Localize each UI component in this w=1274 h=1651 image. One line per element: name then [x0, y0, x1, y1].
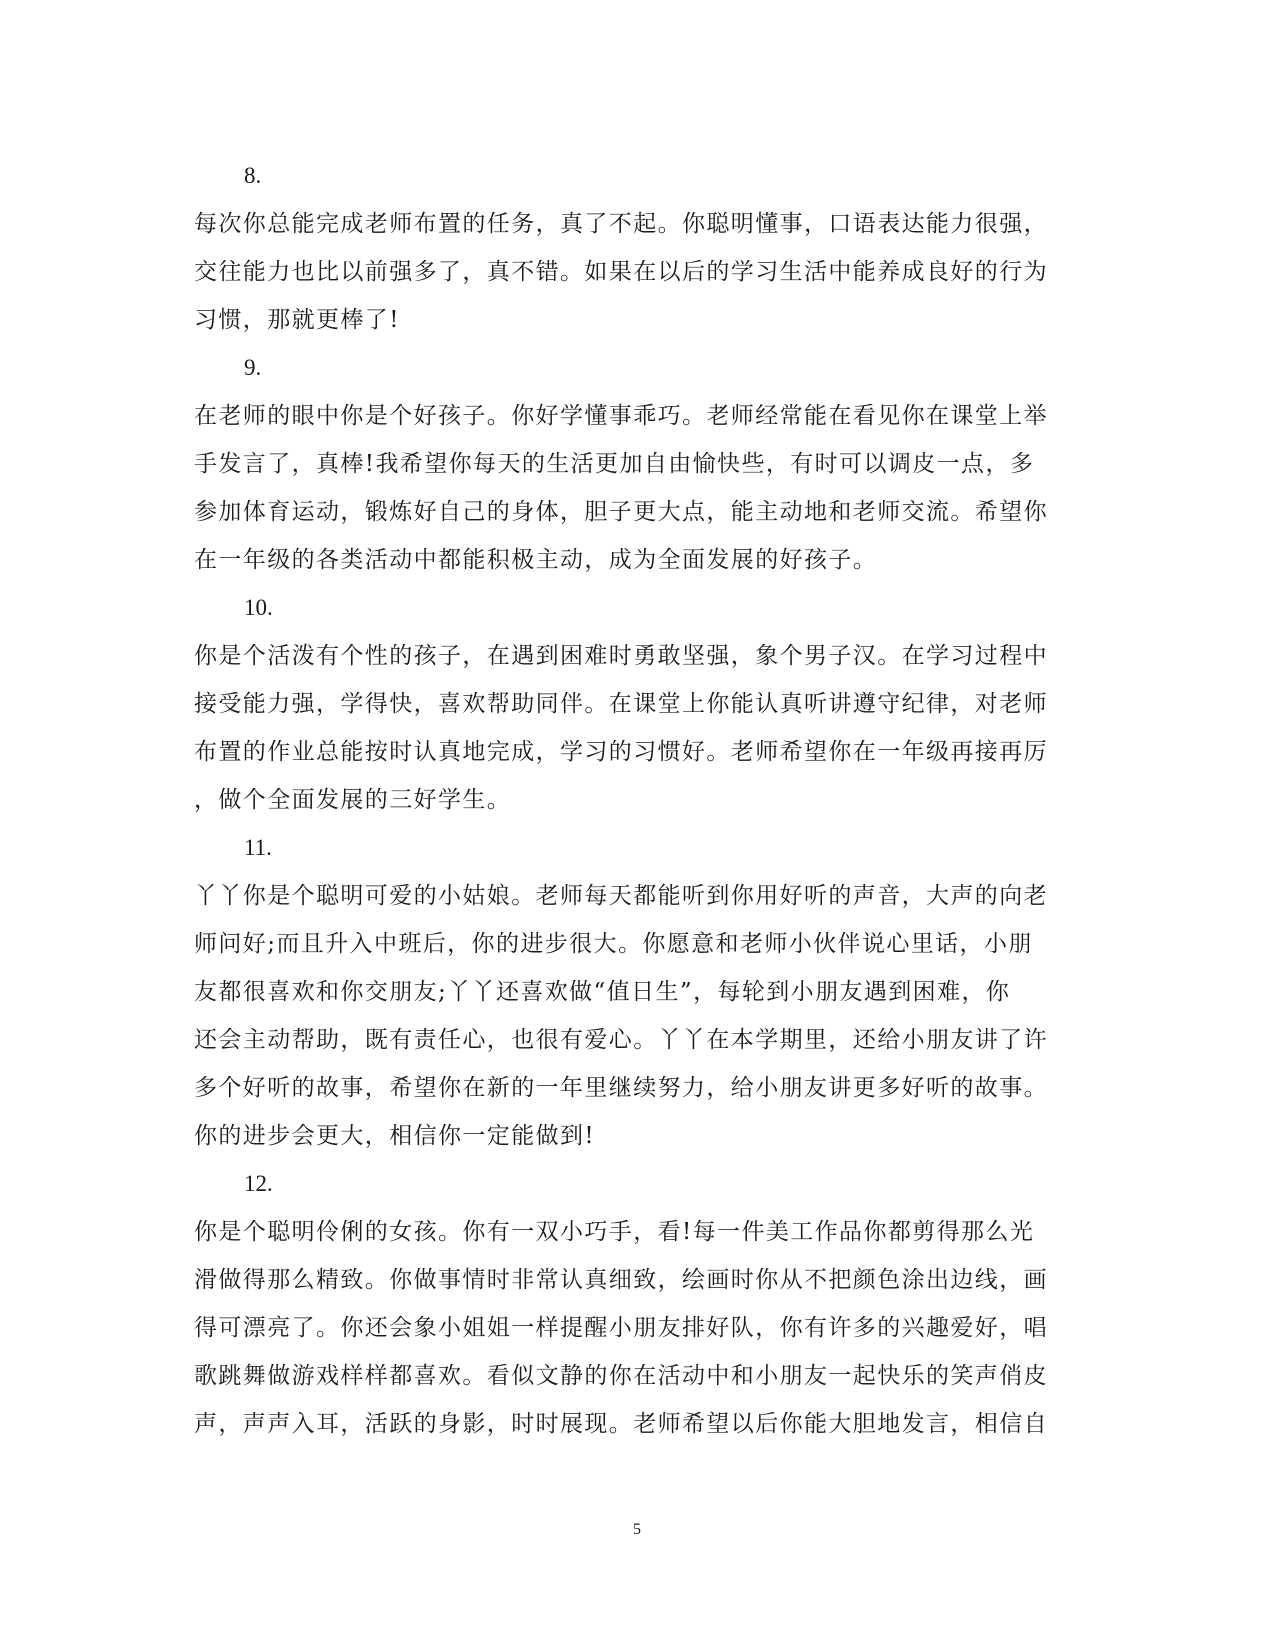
paragraph-line: 在一年级的各类活动中都能积极主动，成为全面发展的好孩子。	[194, 547, 878, 573]
paragraph-line: 多个好听的故事，希望你在新的一年里继续努力，给小朋友讲更多好听的故事。	[194, 1075, 1048, 1101]
paragraph-line: 你是个活泼有个性的孩子，在遇到困难时勇敢坚强，象个男子汉。在学习过程中	[194, 643, 1048, 669]
item-number-9: 9.	[244, 355, 262, 380]
paragraph-line: 声，声声入耳，活跃的身影，时时展现。老师希望以后你能大胆地发言，相信自	[194, 1411, 1048, 1437]
comment-paragraph-10	[194, 632, 1074, 824]
page-number: 5	[633, 1521, 641, 1538]
paragraph-line: 你的进步会更大，相信你一定能做到!	[194, 1123, 596, 1149]
item-number-11: 11.	[244, 835, 272, 860]
paragraph-line: 习惯，那就更棒了!	[194, 307, 400, 333]
item-number-12: 12.	[244, 1171, 273, 1196]
paragraph-line: 歌跳舞做游戏样样都喜欢。看似文静的你在活动中和小朋友一起快乐的笑声俏皮	[194, 1363, 1048, 1389]
comment-paragraph-8	[194, 200, 1074, 344]
paragraph-line: 参加体育运动，锻炼好自己的身体，胆子更大点，能主动地和老师交流。希望你	[194, 499, 1048, 525]
comment-paragraph-11	[194, 872, 1074, 1160]
paragraph-line: 接受能力强，学得快，喜欢帮助同伴。在课堂上你能认真听讲遵守纪律，对老师	[194, 691, 1048, 717]
paragraph-line: 布置的作业总能按时认真地完成，学习的习惯好。老师希望你在一年级再接再厉	[194, 739, 1048, 765]
paragraph-line: 师问好;而且升入中班后，你的进步很大。你愿意和老师小伙伴说心里话，小朋	[194, 931, 1033, 957]
paragraph-line: 每次你总能完成老师布置的任务，真了不起。你聪明懂事，口语表达能力很强，	[194, 211, 1048, 237]
paragraph-line: 还会主动帮助，既有责任心，也很有爱心。丫丫在本学期里，还给小朋友讲了许	[194, 1027, 1048, 1053]
paragraph-line: 手发言了，真棒!我希望你每天的生活更加自由愉快些，有时可以调皮一点，多	[194, 451, 1035, 477]
paragraph-line: 丫丫你是个聪明可爱的小姑娘。老师每天都能听到你用好听的声音，大声的向老	[194, 883, 1048, 909]
item-number-8: 8.	[244, 163, 262, 188]
paragraph-line: 友都很喜欢和你交朋友;丫丫还喜欢做“值日生”，每轮到小朋友遇到困难，你	[194, 979, 1011, 1005]
comment-paragraph-9	[194, 392, 1074, 584]
paragraph-line: 你是个聪明伶俐的女孩。你有一双小巧手，看!每一件美工作品你都剪得那么光	[194, 1219, 1035, 1245]
item-number-10: 10.	[244, 595, 273, 620]
paragraph-line: 在老师的眼中你是个好孩子。你好学懂事乖巧。老师经常能在看见你在课堂上举	[194, 403, 1048, 429]
paragraph-line: ，做个全面发展的三好学生。	[194, 787, 512, 813]
paragraph-line: 滑做得那么精致。你做事情时非常认真细致，绘画时你从不把颜色涂出边线，画	[194, 1267, 1048, 1293]
comment-paragraph-12	[194, 1208, 1074, 1448]
document-body	[194, 152, 1074, 1448]
paragraph-line: 得可漂亮了。你还会象小姐姐一样提醒小朋友排好队，你有许多的兴趣爱好，唱	[194, 1315, 1048, 1341]
paragraph-line: 交往能力也比以前强多了，真不错。如果在以后的学习生活中能养成良好的行为	[194, 259, 1048, 285]
